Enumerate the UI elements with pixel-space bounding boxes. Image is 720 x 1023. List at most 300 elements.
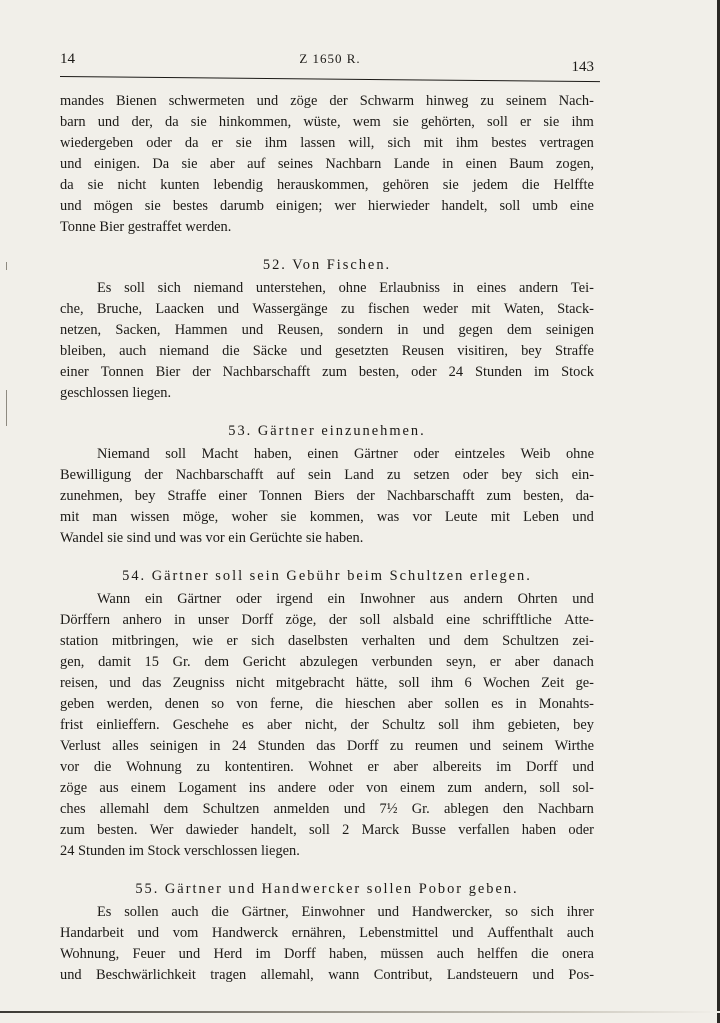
word: und [256,93,279,109]
section-54 [60,566,594,862]
word: ohne [565,446,594,462]
word: so [505,904,518,920]
word: soll [499,198,521,214]
word: unterstehen, [255,280,326,296]
word: soll [438,717,459,733]
word: er [367,759,379,775]
word: will, [348,135,375,151]
section-52 [60,255,594,404]
word: seines [277,156,313,172]
word: Leute [444,509,478,525]
word: möge, [182,509,219,525]
word: Einwohner [301,904,365,920]
word: sich [535,467,559,483]
word: mit [490,509,510,525]
word: Es [97,904,112,920]
word: zunehmen, [60,488,123,504]
word: da [60,177,74,193]
word: geben [60,696,95,712]
text-line [60,196,594,217]
word: besten, [523,488,564,504]
word: bey [573,717,594,733]
word: eine [446,612,471,628]
word: Wer [149,822,174,838]
word: der [192,364,211,380]
word: es [241,717,254,733]
word: der [329,93,348,109]
word: anmelden [273,801,330,817]
word: das [316,738,336,754]
word: auch [119,343,147,359]
word: haben, [253,446,292,462]
word: Bienen [115,93,157,109]
word: setzen [413,467,450,483]
word: und [469,738,492,754]
word: der [144,467,163,483]
word: oder [146,135,172,151]
text-line [60,486,594,507]
word: handelt, [441,198,488,214]
word: der [350,717,369,733]
word: zum [447,780,473,796]
word: schwermeten [168,93,245,109]
word: kunten [160,177,200,193]
word: Tonnen [100,364,144,380]
margin-mark [6,262,7,270]
word: abzulegen [299,654,358,670]
word: Tei- [570,280,594,296]
word: ihm [455,135,479,151]
word: die [93,759,112,775]
word: aber [266,717,292,733]
word: Schultz [381,717,426,733]
word: Wochen [483,675,530,691]
word: sie [280,509,297,525]
word: soll [398,675,420,691]
word: mandes [60,93,104,109]
word: barn [60,114,86,130]
word: aber [407,696,433,712]
word: zei- [572,633,594,649]
word: und [60,156,82,172]
word: soll [539,780,561,796]
text-line [60,631,594,652]
text-line [60,112,594,133]
word: sich [530,904,554,920]
word: tragen [210,967,247,983]
word: vor [60,759,80,775]
word: umb [532,198,558,214]
word: andern [519,280,559,296]
word: der [356,488,375,504]
section-heading: 55. Gärtner und Handwercker sollen Pobor geben. [135,881,519,897]
section-heading: 52. Von Fischen. [262,257,392,273]
word: Gericht [242,654,286,670]
word: 15 [144,654,159,670]
word: einigen; [275,198,323,214]
word: sie [392,114,409,130]
word: Schwarm [359,93,415,109]
word: zöge [290,93,318,109]
word: netzen, [60,322,102,338]
page-edge-bottom [0,1011,720,1013]
word: dem [463,633,489,649]
word: eines [476,280,507,296]
word: zu [196,759,210,775]
word: Wann [97,591,131,607]
word: herauskommen, [276,177,369,193]
word: aber [514,654,540,670]
word: Baum [509,156,544,172]
word: müssen [380,946,424,962]
word: Sacken, [115,322,161,338]
word: oder [328,780,354,796]
word: so [211,696,225,712]
word: und [377,904,400,920]
word: Waten, [503,301,544,317]
word: ihrer [566,904,594,920]
word: seyn, [446,654,477,670]
word: sich [251,633,275,649]
word: einer [218,488,248,504]
text-line [60,902,594,923]
margin-mark [6,390,7,426]
word: Nachbarschafft [222,364,311,380]
text-line [60,278,594,299]
word: zum [322,364,347,380]
word: vom [172,925,199,941]
word: nicht, [304,717,338,733]
word: 7½ [379,801,398,817]
word: vertragen [539,135,594,151]
text-line [60,652,594,673]
running-title: Z 1650 R. [299,51,361,66]
word: zöge [60,780,88,796]
word: verhalten [361,633,416,649]
word: helffen [477,946,518,962]
word: seinem [505,93,547,109]
word: dem [163,801,189,817]
word: dawieder [185,822,239,838]
word: anhero [122,612,162,628]
word: und [60,967,82,983]
word: die [531,946,549,962]
section-55 [60,879,594,986]
word: Handwercker, [411,904,493,920]
word: mit [60,509,80,525]
word: der [328,612,348,628]
word: soll [309,822,330,838]
word: andern [463,591,503,607]
word: sich [387,135,411,151]
word: und [428,633,451,649]
text-line [60,362,594,383]
word: Wassergänge [252,301,328,317]
text-line [60,694,594,715]
word: Weib [520,446,551,462]
word: danach [553,654,594,670]
word: Nachbarschafft [175,467,264,483]
word: oder [411,364,437,380]
word: kontentiren. [224,759,294,775]
word: werden, [106,696,153,712]
word: zum [486,488,512,504]
page-body [60,91,594,986]
word: soll [124,280,145,296]
word: dem [507,322,532,338]
word: zu [480,93,494,109]
word: ihm [571,114,594,130]
word: einen [307,446,339,462]
word: weder [422,301,458,317]
word: gebieten, [507,717,561,733]
word: sie [181,156,198,172]
word: aber [393,759,419,775]
word: Feuer [132,946,166,962]
word: die [211,904,229,920]
word: Marck [361,822,400,838]
word: gesetzten [335,343,389,359]
word: Nach- [558,93,594,109]
word: einigen. [93,156,140,172]
word: Handwerck [211,925,279,941]
word: und [97,114,120,130]
word: haben, [329,946,368,962]
word: in [397,322,409,338]
word: auf [247,156,266,172]
word: bestes [172,198,208,214]
word: visitiren, [457,343,508,359]
text-line [60,444,594,465]
word: 2 [342,822,350,838]
word: sie [442,177,459,193]
word: onera [561,946,594,962]
right-page-number: 143 [571,59,594,75]
word: Lebenstmittel [359,925,439,941]
word: er [211,135,223,151]
word: einer [60,364,89,380]
text-line [60,736,594,757]
word: kommen, [309,509,364,525]
word: Lande [393,156,430,172]
word: reumen [414,738,459,754]
word: Landsteuern [446,967,519,983]
word: Dorff [241,612,274,628]
text-line [60,799,594,820]
word: sie [87,177,104,193]
word: sollen [444,696,480,712]
word: fischen [367,301,410,317]
word: Macht [201,446,239,462]
word: wann [328,967,360,983]
word: alsbald [392,612,434,628]
word: ein [144,591,163,607]
word: eine [569,198,594,214]
word: ihm [264,135,288,151]
word: ein [327,591,346,607]
word: bey [521,343,542,359]
word: bestes [491,135,527,151]
word: allemahl [99,801,150,817]
word: bleiben, [60,343,106,359]
word: niemand [159,343,209,359]
word: ihm [472,717,495,733]
word: einen [465,156,497,172]
section-heading: 53. Gärtner einzunehmen. [228,423,426,439]
word: denen [164,696,200,712]
word: von [366,780,388,796]
text-line [60,715,594,736]
word: zöge, [285,612,317,628]
word: Zeit [541,675,565,691]
word: zu [341,301,355,317]
word: Säcke [252,343,288,359]
text-line: Wandel sie sind und was vor ein Gerüchte sie haben. [60,530,364,546]
word: wiedergeben [60,135,134,151]
word: aus [99,780,119,796]
word: oder [568,822,594,838]
word: mit [423,135,443,151]
word: Gärtner [177,591,222,607]
word: verbunden [371,654,433,670]
word: Straffe [554,343,594,359]
word: Beschwärlichkeit [95,967,196,983]
word: in [174,612,186,628]
word: Bier [155,364,181,380]
word: und [572,509,594,525]
word: Atte- [564,612,594,628]
word: 6 [464,675,472,691]
text-line [60,820,594,841]
text-line [60,154,594,175]
word: in [209,738,221,754]
word: Herd [213,946,243,962]
word: Dorff [346,738,379,754]
word: was [376,509,400,525]
word: im [534,364,550,380]
word: Stock [561,364,594,380]
word: ihm [430,675,454,691]
word: Geschehe [172,717,229,733]
word: zu [386,467,401,483]
word: Inwohner [359,591,416,607]
word: Helffte [553,177,594,193]
word: Biers [314,488,345,504]
word: che, [60,301,84,317]
word: Reusen, [277,322,324,338]
word: oder [413,446,440,462]
word: nicht [117,177,147,193]
word: Wohnung [126,759,182,775]
word: Nachbarn [537,801,594,817]
word: und [572,591,594,607]
word: Zeugniss [172,675,225,691]
word: hätte, [355,675,388,691]
word: der, [131,114,153,130]
word: schrifftliche [482,612,552,628]
word: zu [389,738,404,754]
word: Da [152,156,170,172]
word: ches [60,801,86,817]
word: man [92,509,118,525]
word: einem [399,780,436,796]
word: ablegen [443,801,489,817]
text-line [60,507,594,528]
word: Wohnung, [60,946,120,962]
word: woher [231,509,268,525]
word: Stack- [557,301,594,317]
word: auch [436,946,464,962]
word: gehören [382,177,429,193]
text-line [60,299,594,320]
word: und [60,198,82,214]
text-line [60,175,594,196]
word: ferne, [270,696,304,712]
word: unser [197,612,229,628]
header-rule [60,76,600,82]
section-heading: 54. Gärtner soll sein Gebühr beim Schultzen erlegen. [122,568,532,584]
word: Stunden [474,364,523,380]
word: soll [165,446,187,462]
word: er [489,654,501,670]
word: besten, [358,364,400,380]
word: wie [192,633,213,649]
word: Auffenthalt [487,925,554,941]
word: Es [97,280,112,296]
word: Laacken [155,301,205,317]
word: sie [543,114,560,130]
word: Pos- [568,967,594,983]
text-line: geschlossen liegen. [60,385,172,401]
word: Contribut, [373,967,433,983]
word: nicht [235,675,265,691]
word: Hammen [174,322,228,338]
word: hierwieder [367,198,430,214]
word: mögen [93,198,133,214]
word: Niemand [97,446,150,462]
word: wüste, [303,114,341,130]
text-line: Tonne Bier gestraffet werden. [60,219,232,235]
word: und [137,925,160,941]
word: Reusen [401,343,445,359]
word: Stunden [257,738,305,754]
word: dem [204,654,230,670]
word: Schultzen [202,801,260,817]
word: wer [334,198,356,214]
word: Verlust [60,738,101,754]
word: andere [277,780,317,796]
word: Leben [523,509,560,525]
word: das [142,675,162,691]
word: verfallen [458,822,510,838]
word: 24 [448,364,464,380]
word: Land [344,467,374,483]
text-line [60,778,594,799]
word: ernähren, [291,925,346,941]
word: hinweg [426,93,469,109]
word: damit [98,654,131,670]
word: da- [575,488,594,504]
intro-paragraph [60,91,594,238]
word: Handarbeit [60,925,124,941]
word: im [496,759,512,775]
word: Nachbarn [325,156,382,172]
text-line [60,91,594,112]
word: einlieffern. [96,717,160,733]
word: oder [462,467,489,483]
word: lassen [300,135,336,151]
running-header [60,51,600,75]
